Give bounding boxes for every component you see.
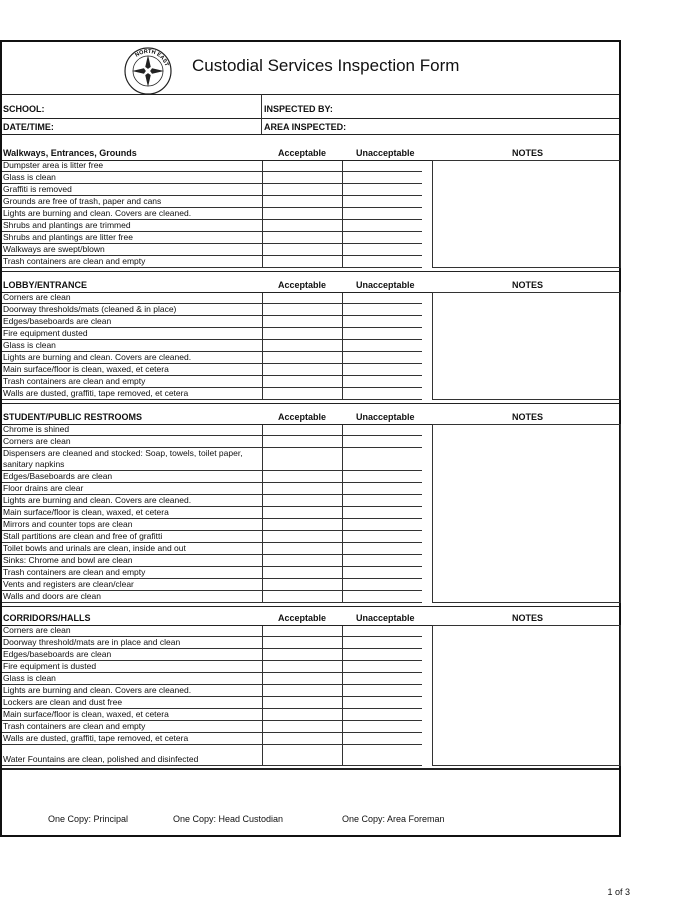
acceptable-checkbox-cell[interactable] [262, 184, 342, 196]
page-number: 1 of 3 [607, 887, 630, 897]
unacceptable-checkbox-cell[interactable] [342, 424, 422, 436]
unacceptable-checkbox-cell[interactable] [342, 436, 422, 448]
checklist-item: Glass is clean [2, 340, 262, 352]
checklist-item: Doorway thresholds/mats (cleaned & in place) [2, 304, 262, 316]
acceptable-checkbox-cell[interactable] [262, 316, 342, 328]
svg-text:NORTH EAST: NORTH EAST [134, 48, 170, 68]
area-inspected-label: AREA INSPECTED: [264, 122, 347, 132]
copy-head-custodian: One Copy: Head Custodian [173, 814, 284, 824]
copy-area-foreman: One Copy: Area Foreman [342, 814, 445, 824]
column-header-acceptable: Acceptable [278, 613, 327, 623]
checklist-item: Edges/baseboards are clean [2, 649, 262, 661]
acceptable-checkbox-cell[interactable] [262, 328, 342, 340]
unacceptable-checkbox-cell[interactable] [342, 637, 422, 649]
unacceptable-checkbox-cell[interactable] [342, 591, 422, 603]
unacceptable-checkbox-cell[interactable] [342, 244, 422, 256]
unacceptable-checkbox-cell[interactable] [342, 208, 422, 220]
unacceptable-checkbox-cell[interactable] [342, 567, 422, 579]
checklist-item: Edges/Baseboards are clean [2, 471, 262, 483]
unacceptable-checkbox-cell[interactable] [342, 471, 422, 483]
checklist-item: Walkways are swept/blown [2, 244, 262, 256]
notes-field[interactable] [432, 625, 621, 766]
acceptable-checkbox-cell[interactable] [262, 697, 342, 709]
unacceptable-checkbox-cell[interactable] [342, 555, 422, 567]
checklist-item: Dumpster area is litter free [2, 160, 262, 172]
acceptable-checkbox-cell[interactable] [262, 304, 342, 316]
unacceptable-checkbox-cell[interactable] [342, 364, 422, 376]
column-header-unacceptable: Unacceptable [356, 613, 415, 623]
acceptable-checkbox-cell[interactable] [262, 208, 342, 220]
acceptable-checkbox-cell[interactable] [262, 733, 342, 745]
unacceptable-checkbox-cell[interactable] [342, 673, 422, 685]
checklist-item: Edges/baseboards are clean [2, 316, 262, 328]
checklist-item: Corners are clean [2, 625, 262, 637]
checklist-item: Mirrors and counter tops are clean [2, 519, 262, 531]
acceptable-checkbox-cell[interactable] [262, 292, 342, 304]
acceptable-checkbox-cell[interactable] [262, 352, 342, 364]
copy-principal: One Copy: Principal [48, 814, 129, 824]
checklist-item: Water Fountains are clean, polished and disinfected [2, 745, 262, 766]
unacceptable-checkbox-cell[interactable] [342, 256, 422, 268]
school-district-seal-icon [123, 46, 173, 96]
acceptable-checkbox-cell[interactable] [262, 244, 342, 256]
unacceptable-checkbox-cell[interactable] [342, 745, 422, 766]
acceptable-checkbox-cell[interactable] [262, 388, 342, 400]
unacceptable-checkbox-cell[interactable] [342, 328, 422, 340]
column-header-acceptable: Acceptable [278, 148, 327, 158]
column-header-unacceptable: Unacceptable [356, 280, 415, 290]
acceptable-checkbox-cell[interactable] [262, 495, 342, 507]
acceptable-checkbox-cell[interactable] [262, 531, 342, 543]
acceptable-checkbox-cell[interactable] [262, 232, 342, 244]
unacceptable-checkbox-cell[interactable] [342, 685, 422, 697]
school-label: SCHOOL: [3, 104, 45, 114]
column-header-notes: NOTES [512, 280, 544, 290]
checklist-item: Stall partitions are clean and free of grafitti [2, 531, 262, 543]
checklist-item: Main surface/floor is clean, waxed, et cetera [2, 364, 262, 376]
column-header-acceptable: Acceptable [278, 280, 327, 290]
checklist-item: Vents and registers are clean/clear [2, 579, 262, 591]
unacceptable-checkbox-cell[interactable] [342, 160, 422, 172]
checklist-item: Trash containers are clean and empty [2, 376, 262, 388]
checklist-item: Lights are burning and clean. Covers are cleaned. [2, 352, 262, 364]
checklist-item: Walls are dusted, graffiti, tape removed, et cetera [2, 733, 262, 745]
section-title: STUDENT/PUBLIC RESTROOMS [3, 412, 143, 422]
acceptable-checkbox-cell[interactable] [262, 160, 342, 172]
column-header-acceptable: Acceptable [278, 412, 327, 422]
checklist-item: Dispensers are cleaned and stocked: Soap, towels, toilet paper, sanitary napkins [2, 448, 262, 471]
acceptable-checkbox-cell[interactable] [262, 555, 342, 567]
checklist-item: Glass is clean [2, 172, 262, 184]
checklist-item: Fire equipment dusted [2, 328, 262, 340]
acceptable-checkbox-cell[interactable] [262, 507, 342, 519]
acceptable-checkbox-cell[interactable] [262, 448, 342, 471]
unacceptable-checkbox-cell[interactable] [342, 340, 422, 352]
checklist-item: Lights are burning and clean. Covers are cleaned. [2, 685, 262, 697]
checklist-item: Trash containers are clean and empty [2, 721, 262, 733]
acceptable-checkbox-cell[interactable] [262, 519, 342, 531]
column-header-notes: NOTES [512, 412, 544, 422]
checklist-item: Main surface/floor is clean, waxed, et cetera [2, 507, 262, 519]
inspection-form [0, 40, 621, 837]
unacceptable-checkbox-cell[interactable] [342, 507, 422, 519]
checklist-item: Chrome is shined [2, 424, 262, 436]
date-time-label: DATE/TIME: [3, 122, 54, 132]
inspected-by-label: INSPECTED BY: [264, 104, 333, 114]
acceptable-checkbox-cell[interactable] [262, 685, 342, 697]
checklist-item: Walls and doors are clean [2, 591, 262, 603]
unacceptable-checkbox-cell[interactable] [342, 483, 422, 495]
acceptable-checkbox-cell[interactable] [262, 483, 342, 495]
checklist-item: Shrubs and plantings are trimmed [2, 220, 262, 232]
checklist-item: Toilet bowls and urinals are clean, inside and out [2, 543, 262, 555]
checklist-item: Graffiti is removed [2, 184, 262, 196]
unacceptable-checkbox-cell[interactable] [342, 579, 422, 591]
section-title: LOBBY/ENTRANCE [3, 280, 88, 290]
column-header-notes: NOTES [512, 148, 544, 158]
checklist-item: Grounds are free of trash, paper and cans [2, 196, 262, 208]
unacceptable-checkbox-cell[interactable] [342, 184, 422, 196]
unacceptable-checkbox-cell[interactable] [342, 292, 422, 304]
unacceptable-checkbox-cell[interactable] [342, 376, 422, 388]
checklist-item: Trash containers are clean and empty [2, 256, 262, 268]
checklist-item: Fire equipment is dusted [2, 661, 262, 673]
acceptable-checkbox-cell[interactable] [262, 364, 342, 376]
unacceptable-checkbox-cell[interactable] [342, 220, 422, 232]
unacceptable-checkbox-cell[interactable] [342, 709, 422, 721]
acceptable-checkbox-cell[interactable] [262, 721, 342, 733]
unacceptable-checkbox-cell[interactable] [342, 661, 422, 673]
acceptable-checkbox-cell[interactable] [262, 673, 342, 685]
acceptable-checkbox-cell[interactable] [262, 591, 342, 603]
notes-field[interactable] [432, 292, 621, 400]
unacceptable-checkbox-cell[interactable] [342, 721, 422, 733]
unacceptable-checkbox-cell[interactable] [342, 519, 422, 531]
unacceptable-checkbox-cell[interactable] [342, 352, 422, 364]
column-header-notes: NOTES [512, 613, 544, 623]
unacceptable-checkbox-cell[interactable] [342, 388, 422, 400]
unacceptable-checkbox-cell[interactable] [342, 697, 422, 709]
unacceptable-checkbox-cell[interactable] [342, 733, 422, 745]
unacceptable-checkbox-cell[interactable] [342, 495, 422, 507]
unacceptable-checkbox-cell[interactable] [342, 232, 422, 244]
column-header-unacceptable: Unacceptable [356, 148, 415, 158]
unacceptable-checkbox-cell[interactable] [342, 448, 422, 471]
checklist-item: Sinks: Chrome and bowl are clean [2, 555, 262, 567]
acceptable-checkbox-cell[interactable] [262, 649, 342, 661]
acceptable-checkbox-cell[interactable] [262, 196, 342, 208]
acceptable-checkbox-cell[interactable] [262, 424, 342, 436]
acceptable-checkbox-cell[interactable] [262, 637, 342, 649]
checklist-item: Walls are dusted, graffiti, tape removed, et cetera [2, 388, 262, 400]
unacceptable-checkbox-cell[interactable] [342, 316, 422, 328]
checklist-item: Floor drains are clear [2, 483, 262, 495]
checklist-item: Trash containers are clean and empty [2, 567, 262, 579]
checklist-item: Corners are clean [2, 436, 262, 448]
checklist-item: Doorway threshold/mats are in place and clean [2, 637, 262, 649]
checklist-item: Main surface/floor is clean, waxed, et cetera [2, 709, 262, 721]
acceptable-checkbox-cell[interactable] [262, 745, 342, 766]
column-header-unacceptable: Unacceptable [356, 412, 415, 422]
acceptable-checkbox-cell[interactable] [262, 661, 342, 673]
acceptable-checkbox-cell[interactable] [262, 220, 342, 232]
acceptable-checkbox-cell[interactable] [262, 471, 342, 483]
notes-field[interactable] [432, 160, 621, 268]
acceptable-checkbox-cell[interactable] [262, 579, 342, 591]
checklist-item: Glass is clean [2, 673, 262, 685]
acceptable-checkbox-cell[interactable] [262, 256, 342, 268]
checklist-item: Lockers are clean and dust free [2, 697, 262, 709]
unacceptable-checkbox-cell[interactable] [342, 543, 422, 555]
checklist-item: Shrubs and plantings are litter free [2, 232, 262, 244]
acceptable-checkbox-cell[interactable] [262, 376, 342, 388]
acceptable-checkbox-cell[interactable] [262, 172, 342, 184]
acceptable-checkbox-cell[interactable] [262, 543, 342, 555]
page-title: Custodial Services Inspection Form [192, 56, 460, 75]
acceptable-checkbox-cell[interactable] [262, 625, 342, 637]
acceptable-checkbox-cell[interactable] [262, 567, 342, 579]
acceptable-checkbox-cell[interactable] [262, 340, 342, 352]
unacceptable-checkbox-cell[interactable] [342, 196, 422, 208]
acceptable-checkbox-cell[interactable] [262, 709, 342, 721]
checklist-item: Lights are burning and clean. Covers are cleaned. [2, 208, 262, 220]
section-title: CORRIDORS/HALLS [3, 613, 91, 623]
unacceptable-checkbox-cell[interactable] [342, 304, 422, 316]
section-title: Walkways, Entrances, Grounds [3, 148, 137, 158]
unacceptable-checkbox-cell[interactable] [342, 172, 422, 184]
checklist-item: Corners are clean [2, 292, 262, 304]
unacceptable-checkbox-cell[interactable] [342, 625, 422, 637]
unacceptable-checkbox-cell[interactable] [342, 649, 422, 661]
notes-field[interactable] [432, 424, 621, 603]
checklist-item: Lights are burning and clean. Covers are cleaned. [2, 495, 262, 507]
unacceptable-checkbox-cell[interactable] [342, 531, 422, 543]
acceptable-checkbox-cell[interactable] [262, 436, 342, 448]
